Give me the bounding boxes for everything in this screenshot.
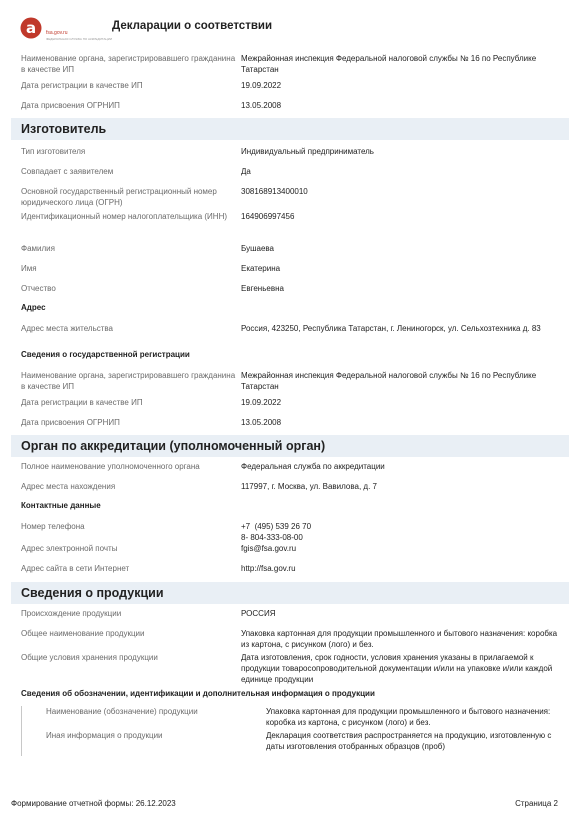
field-value: Межрайонная инспекция Федеральной налоговой службы № 16 по Республике Татарстан <box>241 371 537 391</box>
info-row <box>11 563 569 582</box>
phone-number-2: 8- 804-333-08-00 <box>241 533 303 542</box>
section-product: Сведения о продукции <box>11 582 569 604</box>
field-label: Адрес сайта в сети Интернет <box>21 564 130 573</box>
subsection-contacts: Контактные данные <box>21 501 101 510</box>
phone-number: +7 (495) 539 26 70 <box>241 522 312 531</box>
field-label: Общие условия хранения продукции <box>21 653 158 662</box>
field-value: Федеральная служба по аккредитации <box>241 462 385 471</box>
section-manufacturer: Изготовитель <box>11 118 569 140</box>
info-row <box>11 628 569 652</box>
logo-domain: fsa.gov.ru <box>46 30 68 36</box>
info-row <box>11 80 569 100</box>
field-value: Да <box>241 167 251 176</box>
field-label: Тип изготовителя <box>21 147 86 156</box>
field-value: Дата изготовления, срок годности, условия хранения указаны в прилагаемой к продукции товаросопроводительной документации и/или на упаковке и/или каждой единице продукции <box>241 653 553 684</box>
field-value: 19.09.2022 <box>241 398 282 407</box>
info-row <box>11 263 569 283</box>
fsa-logo-icon <box>20 17 42 39</box>
field-value: 13.05.2008 <box>241 418 282 427</box>
field-label: Совпадает с заявителем <box>21 167 114 176</box>
field-value <box>241 521 561 543</box>
info-row <box>11 461 569 481</box>
info-row <box>11 211 569 243</box>
info-row <box>11 283 569 303</box>
field-value: Упаковка картонная для продукции промышленного и бытового назначения: коробка из картона, с рисунком (лого) и без. <box>241 629 558 649</box>
report-date: Формирование отчетной формы: 26.12.2023 <box>11 799 176 808</box>
info-row <box>11 481 569 501</box>
field-label: Основной государственный регистрационный номер юридического лица (ОГРН) <box>21 187 217 207</box>
page-header <box>0 0 581 48</box>
logo-subtitle: ФЕДЕРАЛЬНАЯ СЛУЖБА ПО АККРЕДИТАЦИИ <box>46 37 113 41</box>
field-label: Полное наименование уполномоченного органа <box>21 462 200 471</box>
field-label: Фамилия <box>21 244 55 253</box>
subsection-address: Адрес <box>21 303 46 312</box>
info-row <box>11 100 569 118</box>
info-row <box>11 608 569 628</box>
svg-text:a: a <box>25 19 37 37</box>
field-value: Екатерина <box>241 264 281 273</box>
field-value: Декларация соответствия распространяется на продукцию, изготовленную с даты изготовления отобранных образцов (проб) <box>266 731 552 751</box>
field-value: 117997, г. Москва, ул. Вавилова, д. 7 <box>241 482 377 491</box>
info-row <box>11 186 569 211</box>
field-label: Иная информация о продукции <box>46 731 163 740</box>
info-row <box>11 706 569 730</box>
field-value: РОССИЯ <box>241 609 276 618</box>
field-value: Евгеньевна <box>241 284 284 293</box>
info-row <box>11 146 569 166</box>
info-row <box>11 166 569 186</box>
info-row <box>11 521 569 543</box>
field-value: Упаковка картонная для продукции промышленного и бытового назначения: коробка из картона, с рисунком (лого) и без. <box>266 707 551 727</box>
field-label: Адрес места нахождения <box>21 482 116 491</box>
subsection-identification: Сведения об обозначении, идентификации и дополнительная информация о продукции <box>21 689 375 698</box>
field-label: Наименование органа, зарегистрировавшего гражданина в качестве ИП <box>21 54 236 74</box>
field-label: Адрес места жительства <box>21 324 114 333</box>
field-value: Бушаева <box>241 244 274 253</box>
field-label: Идентификационный номер налогоплательщика (ИНН) <box>21 212 228 221</box>
website-value: http://fsa.gov.ru <box>241 564 296 573</box>
info-row <box>11 323 569 350</box>
subsection-registration: Сведения о государственной регистрации <box>21 350 190 359</box>
field-value: Межрайонная инспекция Федеральной налоговой службы № 16 по Республике Татарстан <box>241 54 537 74</box>
field-label: Дата присвоения ОГРНИП <box>21 101 120 110</box>
field-label: Отчество <box>21 284 56 293</box>
info-row <box>11 417 569 435</box>
field-value: 164906997456 <box>241 212 295 221</box>
logo-text <box>46 30 112 42</box>
info-row <box>11 243 569 263</box>
field-label: Номер телефона <box>21 522 85 531</box>
field-label: Наименование (обозначение) продукции <box>46 707 198 716</box>
field-label: Дата регистрации в качестве ИП <box>21 81 143 90</box>
section-accreditation: Орган по аккредитации (уполномоченный орган) <box>11 435 569 457</box>
field-label: Имя <box>21 264 37 273</box>
info-row <box>11 730 569 754</box>
field-label: Адрес электронной почты <box>21 544 118 553</box>
page-number: Страница 2 <box>515 799 558 808</box>
field-value: 19.09.2022 <box>241 81 282 90</box>
email-value: fgis@fsa.gov.ru <box>241 544 297 553</box>
field-label: Общее наименование продукции <box>21 629 145 638</box>
info-row <box>11 370 569 397</box>
info-row <box>11 543 569 563</box>
info-row <box>11 53 569 80</box>
field-label: Наименование органа, зарегистрировавшего гражданина в качестве ИП <box>21 371 236 391</box>
info-row <box>11 652 569 689</box>
field-value: 308168913400010 <box>241 187 308 196</box>
field-label: Дата присвоения ОГРНИП <box>21 418 120 427</box>
field-value: Россия, 423250, Республика Татарстан, г. Лениногорск, ул. Сельхозтехника д. 83 <box>241 324 541 333</box>
document-title: Декларации о соответствии <box>112 20 273 32</box>
field-value: Индивидуальный предприниматель <box>241 147 374 156</box>
field-label: Дата регистрации в качестве ИП <box>21 398 143 407</box>
field-label: Происхождение продукции <box>21 609 122 618</box>
field-value: 13.05.2008 <box>241 101 282 110</box>
info-row <box>11 397 569 417</box>
document-content <box>11 53 569 754</box>
identification-block <box>11 706 569 754</box>
